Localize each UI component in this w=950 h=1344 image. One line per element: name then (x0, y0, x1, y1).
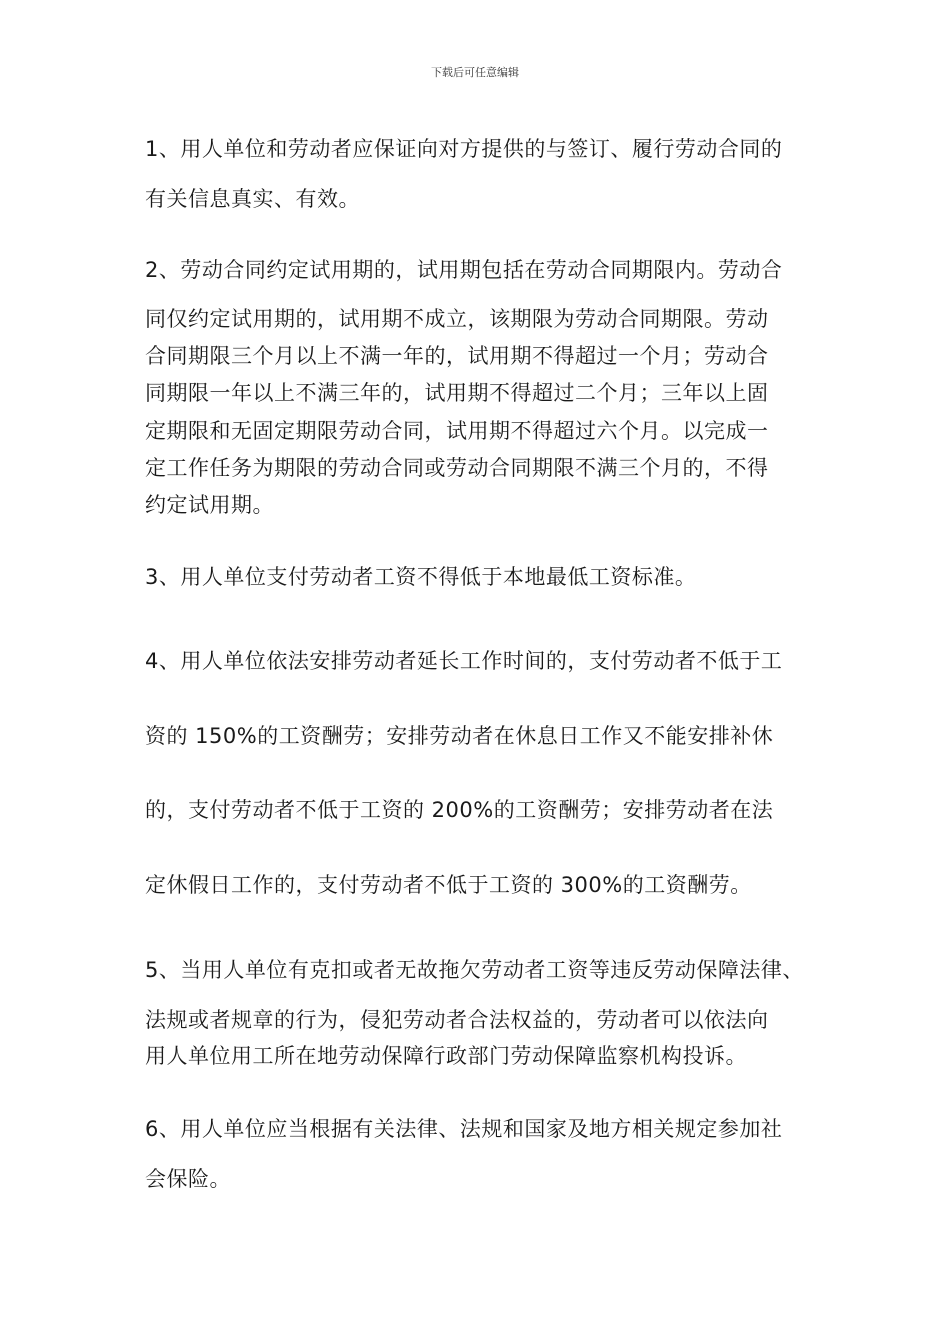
text-line: 6、用人单位应当根据有关法律、法规和国家及地方相关规定参加社 (145, 1117, 783, 1141)
text-line: 定休假日工作的，支付劳动者不低于工资的 300%的工资酬劳。 (145, 873, 752, 897)
text-line: 定工作任务为期限的劳动合同或劳动合同期限不满三个月的，不得 (145, 456, 769, 480)
text-line: 定期限和无固定期限劳动合同，试用期不得超过六个月。以完成一 (145, 419, 769, 443)
text-line: 用人单位用工所在地劳动保障行政部门劳动保障监察机构投诉。 (145, 1044, 747, 1068)
text-line: 的，支付劳动者不低于工资的 200%的工资酬劳；安排劳动者在法 (145, 798, 774, 822)
text-line: 2、劳动合同约定试用期的，试用期包括在劳动合同期限内。劳动合 (145, 258, 783, 282)
text-line: 法规或者规章的行为，侵犯劳动者合法权益的，劳动者可以依法向 (145, 1008, 769, 1032)
text-line: 合同期限三个月以上不满一年的，试用期不得超过一个月；劳动合 (145, 344, 769, 368)
text-line: 约定试用期。 (145, 493, 274, 517)
text-line: 4、用人单位依法安排劳动者延长工作时间的，支付劳动者不低于工 (145, 649, 783, 673)
text-line: 会保险。 (145, 1167, 231, 1191)
text-line: 资的 150%的工资酬劳；安排劳动者在休息日工作又不能安排补休 (145, 724, 774, 748)
text-line: 1、用人单位和劳动者应保证向对方提供的与签订、履行劳动合同的 (145, 137, 783, 161)
page-header-note: 下载后可任意编辑 (431, 66, 519, 79)
text-line: 同仅约定试用期的，试用期不成立，该期限为劳动合同期限。劳动 (145, 307, 769, 331)
text-line: 5、当用人单位有克扣或者无故拖欠劳动者工资等违反劳动保障法律、 (145, 958, 804, 982)
text-line: 同期限一年以上不满三年的，试用期不得超过二个月；三年以上固 (145, 381, 769, 405)
text-line: 3、用人单位支付劳动者工资不得低于本地最低工资标准。 (145, 565, 697, 589)
text-line: 有关信息真实、有效。 (145, 187, 360, 211)
